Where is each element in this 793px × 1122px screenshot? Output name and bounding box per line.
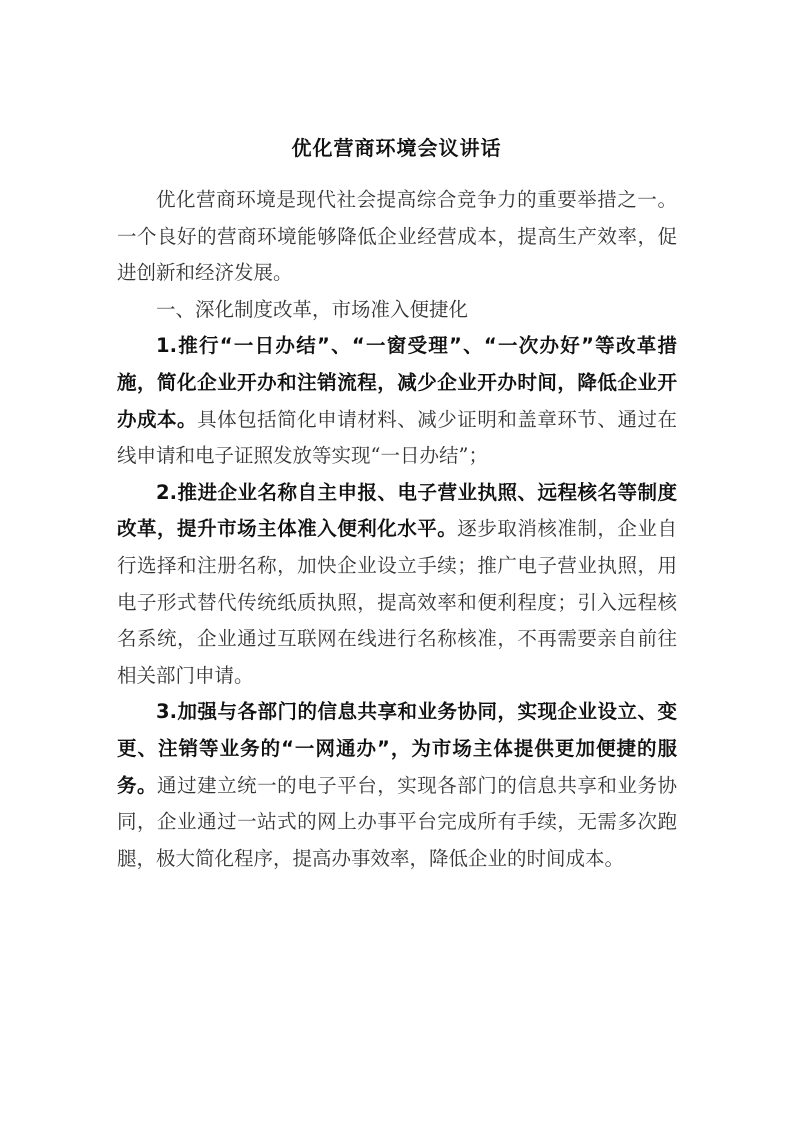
paragraph-text: 通过建立统一的电子平台，实现各部门的信息共享和业务协同，企业通过一站式的网上办事平台完成所有手续，无需多次跑腿，极大简化程序，提高办事效率，降低企业的时间成本。 [117, 773, 677, 870]
section-heading-text: 一、深化制度改革，市场准入便捷化 [156, 297, 469, 321]
paragraph-item-3 [117, 694, 677, 877]
paragraph-text: 优化营商环境是现代社会提高综合竞争力的重要举措之一。一个良好的营商环境能够降低企业经营成本，提高生产效率，促进创新和经济发展。 [117, 188, 677, 285]
document-title: 优化营商环境会议讲话 [291, 136, 502, 160]
paragraph-bold-lead: 3.加强与各部门的信息共享和业务协同，实现企业设立、变更、注销等业务的“一网通办”，为市场主体提供更加便捷的服务。 [117, 700, 677, 797]
paragraph-item-1 [117, 328, 677, 474]
paragraph-bold-lead: 2.推进企业名称自主申报、电子营业执照、远程核名等制度改革，提升市场主体准入便利化水平。 [117, 480, 677, 541]
paragraph-item-2 [117, 475, 677, 695]
paragraph-text: 逐步取消核准制，企业自行选择和注册名称，加快企业设立手续；推广电子营业执照，用电子形式替代传统纸质执照，提高效率和便利程度；引入远程核名系统，企业通过互联网在线进行名称核准，不再需要亲自前往相关部门申请。 [117, 517, 677, 687]
paragraph-intro [117, 182, 677, 292]
document-body [117, 182, 677, 877]
section-heading [117, 292, 677, 329]
paragraph-bold-lead: 1.推行“一日办结”、“一窗受理”、“一次办好”等改革措施，简化企业开办和注销流程，减少企业开办时间，降低企业开办成本。 [117, 334, 677, 431]
paragraph-text: 具体包括简化申请材料、减少证明和盖章环节、通过在线申请和电子证照发放等实现“一日办结”； [117, 407, 677, 468]
